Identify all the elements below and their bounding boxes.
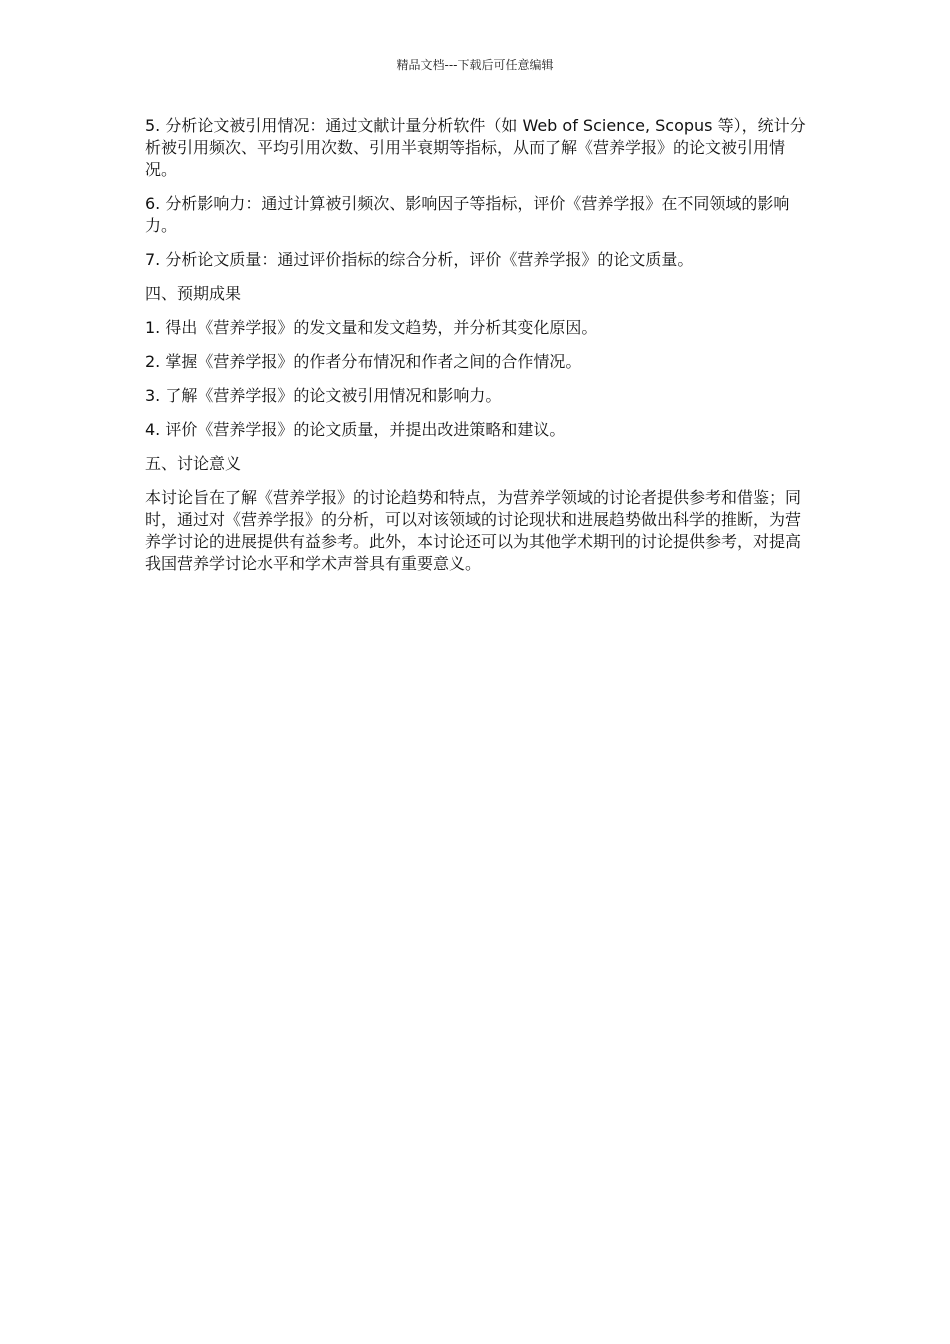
document-body: [145, 115, 810, 587]
list-item-result-1: 1. 得出《营养学报》的发文量和发文趋势，并分析其变化原因。: [145, 318, 598, 337]
paragraph-significance: 本讨论旨在了解《营养学报》的讨论趋势和特点，为营养学领域的讨论者提供参考和借鉴；同时，通过对《营养学报》的分析，可以对该领域的讨论现状和进展趋势做出科学的推断，为营养学讨论的进展提供有益参考。此外，本讨论还可以为其他学术期刊的讨论提供参考，对提高我国营养学讨论水平和学术声誉具有重要意义。: [145, 488, 802, 573]
section-heading-expected-results: 四、预期成果: [145, 284, 242, 303]
list-item-result-4: 4. 评价《营养学报》的论文质量，并提出改进策略和建议。: [145, 420, 566, 439]
list-item-result-3: 3. 了解《营养学报》的论文被引用情况和影响力。: [145, 386, 502, 405]
section-heading-significance: 五、讨论意义: [145, 454, 242, 473]
list-item-analyze-influence: 6. 分析影响力：通过计算被引频次、影响因子等指标，评价《营养学报》在不同领域的影响力。: [145, 194, 790, 235]
page-header: 精品文档---下载后可任意编辑: [396, 58, 554, 72]
list-item-result-2: 2. 掌握《营养学报》的作者分布情况和作者之间的合作情况。: [145, 352, 582, 371]
list-item-analyze-citations: 5. 分析论文被引用情况：通过文献计量分析软件（如 Web of Science, Scopus 等），统计分析被引用频次、平均引用次数、引用半衰期等指标，从而了解《营养学报》的论文被引用情况。: [145, 116, 806, 179]
list-item-analyze-quality: 7. 分析论文质量：通过评价指标的综合分析，评价《营养学报》的论文质量。: [145, 250, 694, 269]
